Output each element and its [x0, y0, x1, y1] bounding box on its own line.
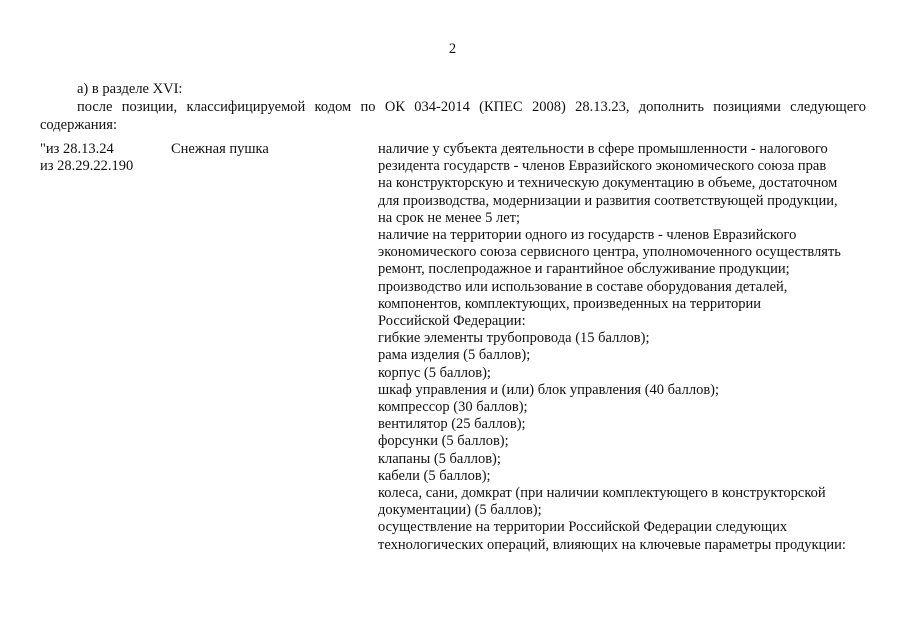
requirement-line: наличие у субъекта деятельности в сфере промышленности - налогового — [378, 141, 828, 157]
requirement-line: шкаф управления и (или) блок управления (40 баллов); — [378, 381, 720, 398]
requirement-line: производство или использование в составе оборудования деталей, — [378, 278, 788, 295]
requirement-line: кабели (5 баллов); — [378, 467, 491, 484]
section-heading: а) в разделе XVI: — [77, 81, 183, 97]
requirement-line: рама изделия (5 баллов); — [378, 347, 531, 364]
intro-paragraph: после позиции, классифицируемой кодом по ОК 034-2014 (КПЕС 2008) 28.13.23, дополнить позициями следующего содержания: — [40, 99, 866, 133]
requirements-list — [378, 141, 878, 554]
product-code: "из 28.13.24 — [40, 141, 114, 157]
product-codes — [40, 141, 133, 175]
requirement-line: резидента государств - членов Евразийского экономического союза прав — [378, 158, 827, 175]
requirement-line: вентилятор (25 баллов); — [378, 416, 526, 433]
requirement-line: форсунки (5 баллов); — [378, 433, 509, 450]
product-name: Снежная пушка — [171, 141, 269, 157]
requirement-line: документации) (5 баллов); — [378, 502, 542, 519]
requirement-line: клапаны (5 баллов); — [378, 450, 501, 467]
requirement-line: на срок не менее 5 лет; — [378, 209, 521, 226]
requirement-line: наличие на территории одного из государств - членов Евразийского — [378, 227, 797, 244]
requirement-line: компонентов, комплектующих, произведенных на территории — [378, 295, 762, 312]
requirement-line: осуществление на территории Российской Федерации следующих — [378, 519, 788, 536]
requirement-line: гибкие элементы трубопровода (15 баллов); — [378, 330, 650, 347]
requirement-line: технологических операций, влияющих на ключевые параметры продукции: — [378, 536, 846, 553]
page-number: 2 — [448, 41, 457, 57]
requirement-line: на конструкторскую и техническую документацию в объеме, достаточном — [378, 175, 838, 192]
requirement-line: экономического союза сервисного центра, уполномоченного осуществлять — [378, 244, 841, 261]
requirement-line: для производства, модернизации и развития соответствующей продукции, — [378, 192, 838, 209]
requirement-line: корпус (5 баллов); — [378, 364, 491, 381]
requirement-line: компрессор (30 баллов); — [378, 399, 528, 416]
requirement-line: ремонт, послепродажное и гарантийное обслуживание продукции; — [378, 261, 790, 278]
requirement-line: Российской Федерации: — [378, 313, 526, 330]
requirement-line: колеса, сани, домкрат (при наличии комплектующего в конструкторской — [378, 485, 826, 502]
product-code: из 28.29.22.190 — [40, 158, 134, 174]
